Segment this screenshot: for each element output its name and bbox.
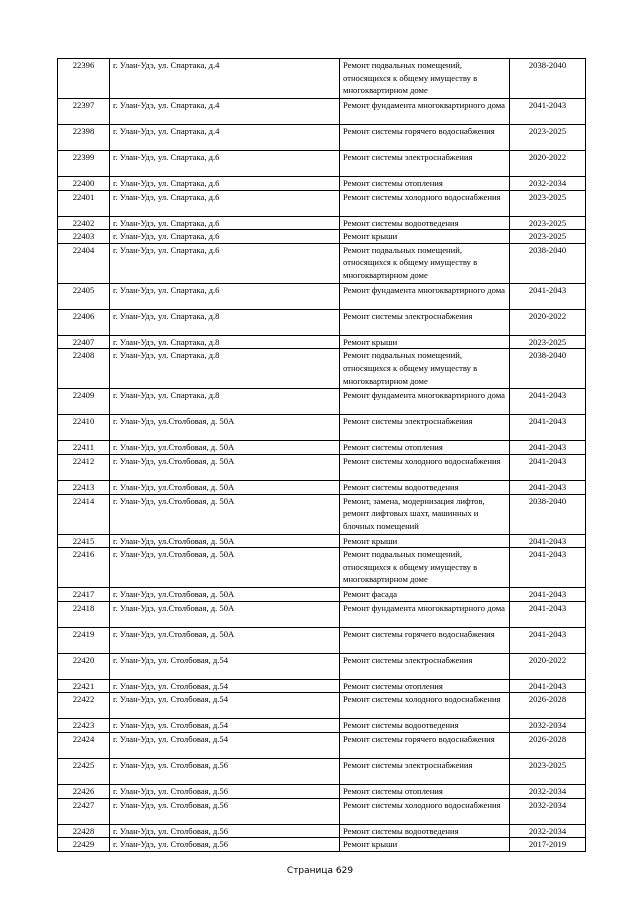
row-address: г. Улан-Удэ, ул. Спартака, д.6 [110, 190, 340, 216]
row-number: 22417 [58, 588, 110, 602]
row-years: 2023-2025 [510, 230, 586, 244]
row-work-type: Ремонт системы холодного водоснабжения [340, 190, 510, 216]
row-address: г. Улан-Удэ, ул. Спартака, д.8 [110, 349, 340, 389]
row-address: г. Улан-Удэ, ул.Столбовая, д. 50А [110, 441, 340, 455]
row-number: 22404 [58, 243, 110, 283]
row-address: г. Улан-Удэ, ул. Столбовая, д.56 [110, 784, 340, 798]
row-number: 22401 [58, 190, 110, 216]
table-row [58, 335, 586, 349]
row-address: г. Улан-Удэ, ул. Спартака, д.6 [110, 243, 340, 283]
table-row [58, 693, 586, 719]
row-years: 2041-2043 [510, 679, 586, 693]
row-years: 2041-2043 [510, 480, 586, 494]
row-years: 2023-2025 [510, 125, 586, 151]
row-number: 22426 [58, 784, 110, 798]
row-years: 2038-2040 [510, 243, 586, 283]
row-years: 2038-2040 [510, 349, 586, 389]
table-row [58, 177, 586, 191]
row-work-type: Ремонт крыши [340, 230, 510, 244]
table-row [58, 534, 586, 548]
row-address: г. Улан-Удэ, ул. Столбовая, д.56 [110, 824, 340, 838]
row-number: 22424 [58, 732, 110, 758]
table-row [58, 125, 586, 151]
table-row [58, 389, 586, 415]
row-number: 22399 [58, 151, 110, 177]
row-number: 22418 [58, 601, 110, 627]
row-years: 2026-2028 [510, 732, 586, 758]
row-address: г. Улан-Удэ, ул. Спартака, д.6 [110, 283, 340, 309]
row-work-type: Ремонт системы холодного водоснабжения [340, 693, 510, 719]
table-row [58, 243, 586, 283]
row-number: 22413 [58, 480, 110, 494]
row-number: 22412 [58, 454, 110, 480]
row-work-type: Ремонт фундамента многоквартирного дома [340, 283, 510, 309]
row-number: 22402 [58, 216, 110, 230]
table-row [58, 190, 586, 216]
page-number: Страница 629 [286, 866, 354, 876]
row-work-type: Ремонт системы отопления [340, 784, 510, 798]
row-work-type: Ремонт, замена, модернизация лифтов, ремонт лифтовых шахт, машинных и блочных помещений [340, 494, 510, 534]
row-number: 22415 [58, 534, 110, 548]
row-address: г. Улан-Удэ, ул.Столбовая, д. 50А [110, 601, 340, 627]
row-years: 2041-2043 [510, 454, 586, 480]
row-address: г. Улан-Удэ, ул.Столбовая, д. 50А [110, 588, 340, 602]
row-years: 2020-2022 [510, 653, 586, 679]
table-row [58, 283, 586, 309]
row-number: 22416 [58, 548, 110, 588]
table-row [58, 758, 586, 784]
row-years: 2023-2025 [510, 335, 586, 349]
row-address: г. Улан-Удэ, ул. Столбовая, д.54 [110, 732, 340, 758]
row-address: г. Улан-Удэ, ул. Столбовая, д.54 [110, 719, 340, 733]
row-work-type: Ремонт системы водоотведения [340, 216, 510, 230]
row-work-type: Ремонт системы холодного водоснабжения [340, 798, 510, 824]
row-number: 22427 [58, 798, 110, 824]
row-work-type: Ремонт фасада [340, 588, 510, 602]
table-row [58, 784, 586, 798]
table-row [58, 309, 586, 335]
row-work-type: Ремонт системы отопления [340, 177, 510, 191]
row-years: 2032-2034 [510, 784, 586, 798]
row-work-type: Ремонт системы электроснабжения [340, 309, 510, 335]
table-row [58, 548, 586, 588]
table-row [58, 99, 586, 125]
row-number: 22408 [58, 349, 110, 389]
row-address: г. Улан-Удэ, ул.Столбовая, д. 50А [110, 548, 340, 588]
row-number: 22411 [58, 441, 110, 455]
row-years: 2020-2022 [510, 151, 586, 177]
row-years: 2038-2040 [510, 494, 586, 534]
row-number: 22414 [58, 494, 110, 534]
row-work-type: Ремонт подвальных помещений, относящихся к общему имуществу в многоквартирном доме [340, 349, 510, 389]
row-years: 2041-2043 [510, 283, 586, 309]
row-work-type: Ремонт системы горячего водоснабжения [340, 627, 510, 653]
row-work-type: Ремонт крыши [340, 838, 510, 852]
table-row [58, 59, 586, 99]
table-row [58, 719, 586, 733]
row-number: 22419 [58, 627, 110, 653]
row-work-type: Ремонт системы водоотведения [340, 824, 510, 838]
row-address: г. Улан-Удэ, ул. Спартака, д.6 [110, 151, 340, 177]
row-address: г. Улан-Удэ, ул. Столбовая, д.56 [110, 838, 340, 852]
row-number: 22410 [58, 415, 110, 441]
row-address: г. Улан-Удэ, ул.Столбовая, д. 50А [110, 480, 340, 494]
row-years: 2032-2034 [510, 798, 586, 824]
row-number: 22407 [58, 335, 110, 349]
row-work-type: Ремонт системы холодного водоснабжения [340, 454, 510, 480]
row-address: г. Улан-Удэ, ул. Спартака, д.6 [110, 216, 340, 230]
table-row [58, 588, 586, 602]
row-years: 2041-2043 [510, 441, 586, 455]
row-years: 2041-2043 [510, 99, 586, 125]
table-row [58, 415, 586, 441]
row-number: 22403 [58, 230, 110, 244]
row-work-type: Ремонт системы горячего водоснабжения [340, 125, 510, 151]
row-work-type: Ремонт фундамента многоквартирного дома [340, 601, 510, 627]
repair-schedule-table [57, 58, 586, 852]
table-row [58, 494, 586, 534]
row-number: 22396 [58, 59, 110, 99]
row-number: 22405 [58, 283, 110, 309]
table-row [58, 230, 586, 244]
table-row [58, 838, 586, 852]
row-years: 2026-2028 [510, 693, 586, 719]
table-row [58, 653, 586, 679]
row-work-type: Ремонт подвальных помещений, относящихся к общему имуществу в многоквартирном доме [340, 59, 510, 99]
row-work-type: Ремонт системы электроснабжения [340, 415, 510, 441]
row-number: 22409 [58, 389, 110, 415]
row-address: г. Улан-Удэ, ул. Спартака, д.8 [110, 389, 340, 415]
row-address: г. Улан-Удэ, ул.Столбовая, д. 50А [110, 534, 340, 548]
row-years: 2041-2043 [510, 601, 586, 627]
table-row [58, 454, 586, 480]
row-address: г. Улан-Удэ, ул. Спартака, д.4 [110, 59, 340, 99]
row-address: г. Улан-Удэ, ул. Спартака, д.4 [110, 125, 340, 151]
row-number: 22422 [58, 693, 110, 719]
row-years: 2038-2040 [510, 59, 586, 99]
row-work-type: Ремонт системы отопления [340, 679, 510, 693]
row-work-type: Ремонт подвальных помещений, относящихся к общему имуществу в многоквартирном доме [340, 548, 510, 588]
row-address: г. Улан-Удэ, ул. Столбовая, д.54 [110, 693, 340, 719]
row-number: 22397 [58, 99, 110, 125]
row-years: 2023-2025 [510, 216, 586, 230]
row-years: 2041-2043 [510, 534, 586, 548]
row-address: г. Улан-Удэ, ул. Столбовая, д.54 [110, 679, 340, 693]
row-work-type: Ремонт системы горячего водоснабжения [340, 732, 510, 758]
row-address: г. Улан-Удэ, ул. Столбовая, д.56 [110, 798, 340, 824]
row-work-type: Ремонт системы водоотведения [340, 480, 510, 494]
table-row [58, 627, 586, 653]
row-address: г. Улан-Удэ, ул.Столбовая, д. 50А [110, 627, 340, 653]
row-years: 2041-2043 [510, 627, 586, 653]
table-row [58, 798, 586, 824]
row-address: г. Улан-Удэ, ул. Столбовая, д.54 [110, 653, 340, 679]
row-address: г. Улан-Удэ, ул. Спартака, д.4 [110, 99, 340, 125]
row-work-type: Ремонт системы электроснабжения [340, 151, 510, 177]
table-row [58, 441, 586, 455]
table-row [58, 151, 586, 177]
row-number: 22428 [58, 824, 110, 838]
row-number: 22420 [58, 653, 110, 679]
row-work-type: Ремонт крыши [340, 534, 510, 548]
row-work-type: Ремонт системы водоотведения [340, 719, 510, 733]
row-work-type: Ремонт системы электроснабжения [340, 653, 510, 679]
row-years: 2041-2043 [510, 415, 586, 441]
row-address: г. Улан-Удэ, ул. Спартака, д.6 [110, 230, 340, 244]
row-work-type: Ремонт системы электроснабжения [340, 758, 510, 784]
table-row [58, 601, 586, 627]
row-address: г. Улан-Удэ, ул. Спартака, д.8 [110, 335, 340, 349]
row-years: 2032-2034 [510, 719, 586, 733]
table-row [58, 216, 586, 230]
row-years: 2032-2034 [510, 824, 586, 838]
row-number: 22425 [58, 758, 110, 784]
row-number: 22398 [58, 125, 110, 151]
table-row [58, 480, 586, 494]
row-number: 22421 [58, 679, 110, 693]
row-work-type: Ремонт крыши [340, 335, 510, 349]
row-years: 2020-2022 [510, 309, 586, 335]
row-years: 2041-2043 [510, 548, 586, 588]
table-row [58, 349, 586, 389]
row-number: 22406 [58, 309, 110, 335]
row-years: 2041-2043 [510, 389, 586, 415]
row-address: г. Улан-Удэ, ул.Столбовая, д. 50А [110, 454, 340, 480]
table-row [58, 732, 586, 758]
row-work-type: Ремонт системы отопления [340, 441, 510, 455]
row-years: 2032-2034 [510, 177, 586, 191]
row-years: 2023-2025 [510, 190, 586, 216]
row-address: г. Улан-Удэ, ул.Столбовая, д. 50А [110, 494, 340, 534]
row-work-type: Ремонт подвальных помещений, относящихся к общему имуществу в многоквартирном доме [340, 243, 510, 283]
table-row [58, 679, 586, 693]
row-years: 2041-2043 [510, 588, 586, 602]
row-address: г. Улан-Удэ, ул. Спартака, д.6 [110, 177, 340, 191]
row-years: 2017-2019 [510, 838, 586, 852]
row-number: 22429 [58, 838, 110, 852]
row-address: г. Улан-Удэ, ул.Столбовая, д. 50А [110, 415, 340, 441]
row-address: г. Улан-Удэ, ул. Столбовая, д.56 [110, 758, 340, 784]
row-work-type: Ремонт фундамента многоквартирного дома [340, 99, 510, 125]
row-number: 22423 [58, 719, 110, 733]
row-work-type: Ремонт фундамента многоквартирного дома [340, 389, 510, 415]
row-years: 2023-2025 [510, 758, 586, 784]
row-number: 22400 [58, 177, 110, 191]
table-row [58, 824, 586, 838]
row-address: г. Улан-Удэ, ул. Спартака, д.8 [110, 309, 340, 335]
